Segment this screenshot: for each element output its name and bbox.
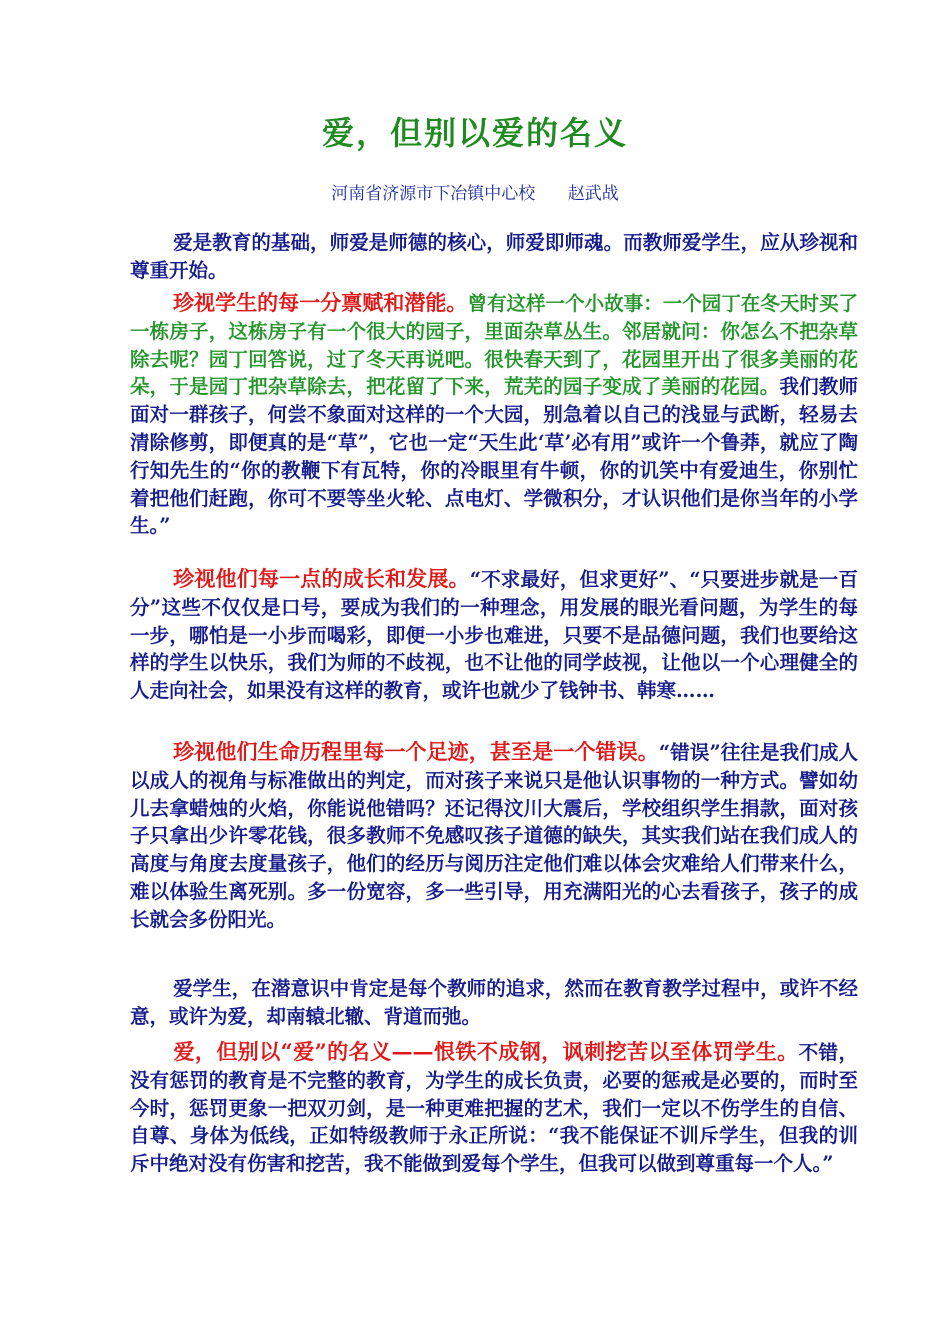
paragraph-5 [130,975,858,1031]
paragraph-3-text: “不求最好，但求更好”、“只要进步就是一百分”这些不仅仅是口号，要成为我们的一种理念，用发展的眼光看问题，为学生的每一步，哪怕是一小步而喝彩，即便一小步也难进，只要不是品德问题，我们也要给这样的学生以快乐，我们为师的不歧视，也不让他的同学歧视，让他以一个心理健全的人走向社会，如果没有这样的教育，或许也就少了钱钟书、韩寒…… [130,568,858,703]
paragraph-2-text: 我们教师面对一群孩子，何尝不象面对这样的一个大园，别急着以自己的浅显与武断，轻易去清除修剪，即便真的是“草”，它也一定“天生此‘草’必有用”或许一个鲁莽，就应了陶行知先生的“你的教鞭下有瓦特，你的冷眼里有牛顿，你的讥笑中有爱迪生，你别忙着把他们赶跑，你可不要等坐火轮、点电灯、学微积分，才认识他们是你当年的小学生。” [130,375,858,538]
paragraph-2-heading: 珍视学生的每一分禀赋和潜能。 [173,290,468,315]
paragraph-3-heading: 珍视他们每一点的成长和发展。 [173,566,470,591]
author-line: 河南省济源市下冶镇中心校 赵武战 [331,184,619,204]
paragraph-4 [130,738,858,934]
paragraph-1 [130,229,858,285]
paragraph-6-heading: 爱，但别以“爱”的名义——恨铁不成钢，讽刺挖苦以至体罚学生。 [173,1039,799,1064]
paragraph-5-text: 爱学生，在潜意识中肯定是每个教师的追求，然而在教育教学过程中，或许不经意，或许为爱，却南辕北辙、背道而弛。 [130,977,858,1028]
paragraph-2-story: 曾有这样一个小故事：一个园丁在冬天时买了一栋房子，这栋房子有一个很大的园子，里面杂草丛生。邻居就问：你怎么不把杂草除去呢？园丁回答说，过了冬天再说吧。很快春天到了，花园里开出了很多美丽的花朵，于是园丁把杂草除去，把花留了下来，荒芜的园子变成了美丽的花园。 [130,292,858,399]
paragraph-3 [130,565,858,705]
paragraph-6 [130,1038,858,1178]
paragraph-4-text: “错误”往往是我们成人以成人的视角与标准做出的判定，而对孩子来说只是他认识事物的一种方式。譬如幼儿去拿蜡烛的火焰，你能说他错吗？还记得汶川大震后，学校组织学生捐款，面对孩子只拿出少许零花钱，很多教师不免感叹孩子道德的缺失，其实我们站在我们成人的高度与角度去度量孩子，他们的经历与阅历注定他们难以体会灾难给人们带来什么，难以体验生离死别。多一份宽容，多一些引导，用充满阳光的心去看孩子，孩子的成长就会多份阳光。 [130,741,859,931]
paragraph-6-text: 不错，没有惩罚的教育是不完整的教育，为学生的成长负责，必要的惩戒是必要的，而时至今时，惩罚更象一把双刃剑，是一种更难把握的艺术，我们一定以不伤学生的自信、自尊、身体为低线，正如特级教师于永正所说：“我不能保证不训斥学生，但我的训斥中绝对没有伤害和挖苦，我不能做到爱每个学生，但我可以做到尊重每一个人。” [130,1041,858,1176]
paragraph-4-heading: 珍视他们生命历程里每一个足迹，甚至是一个错误。 [173,739,659,764]
paragraph-1-text: 爱是教育的基础，师爱是师德的核心，师爱即师魂。而教师爱学生，应从珍视和尊重开始。 [130,231,858,282]
paragraph-2 [130,289,858,540]
page-title: 爱，但别以爱的名义 [321,114,628,152]
